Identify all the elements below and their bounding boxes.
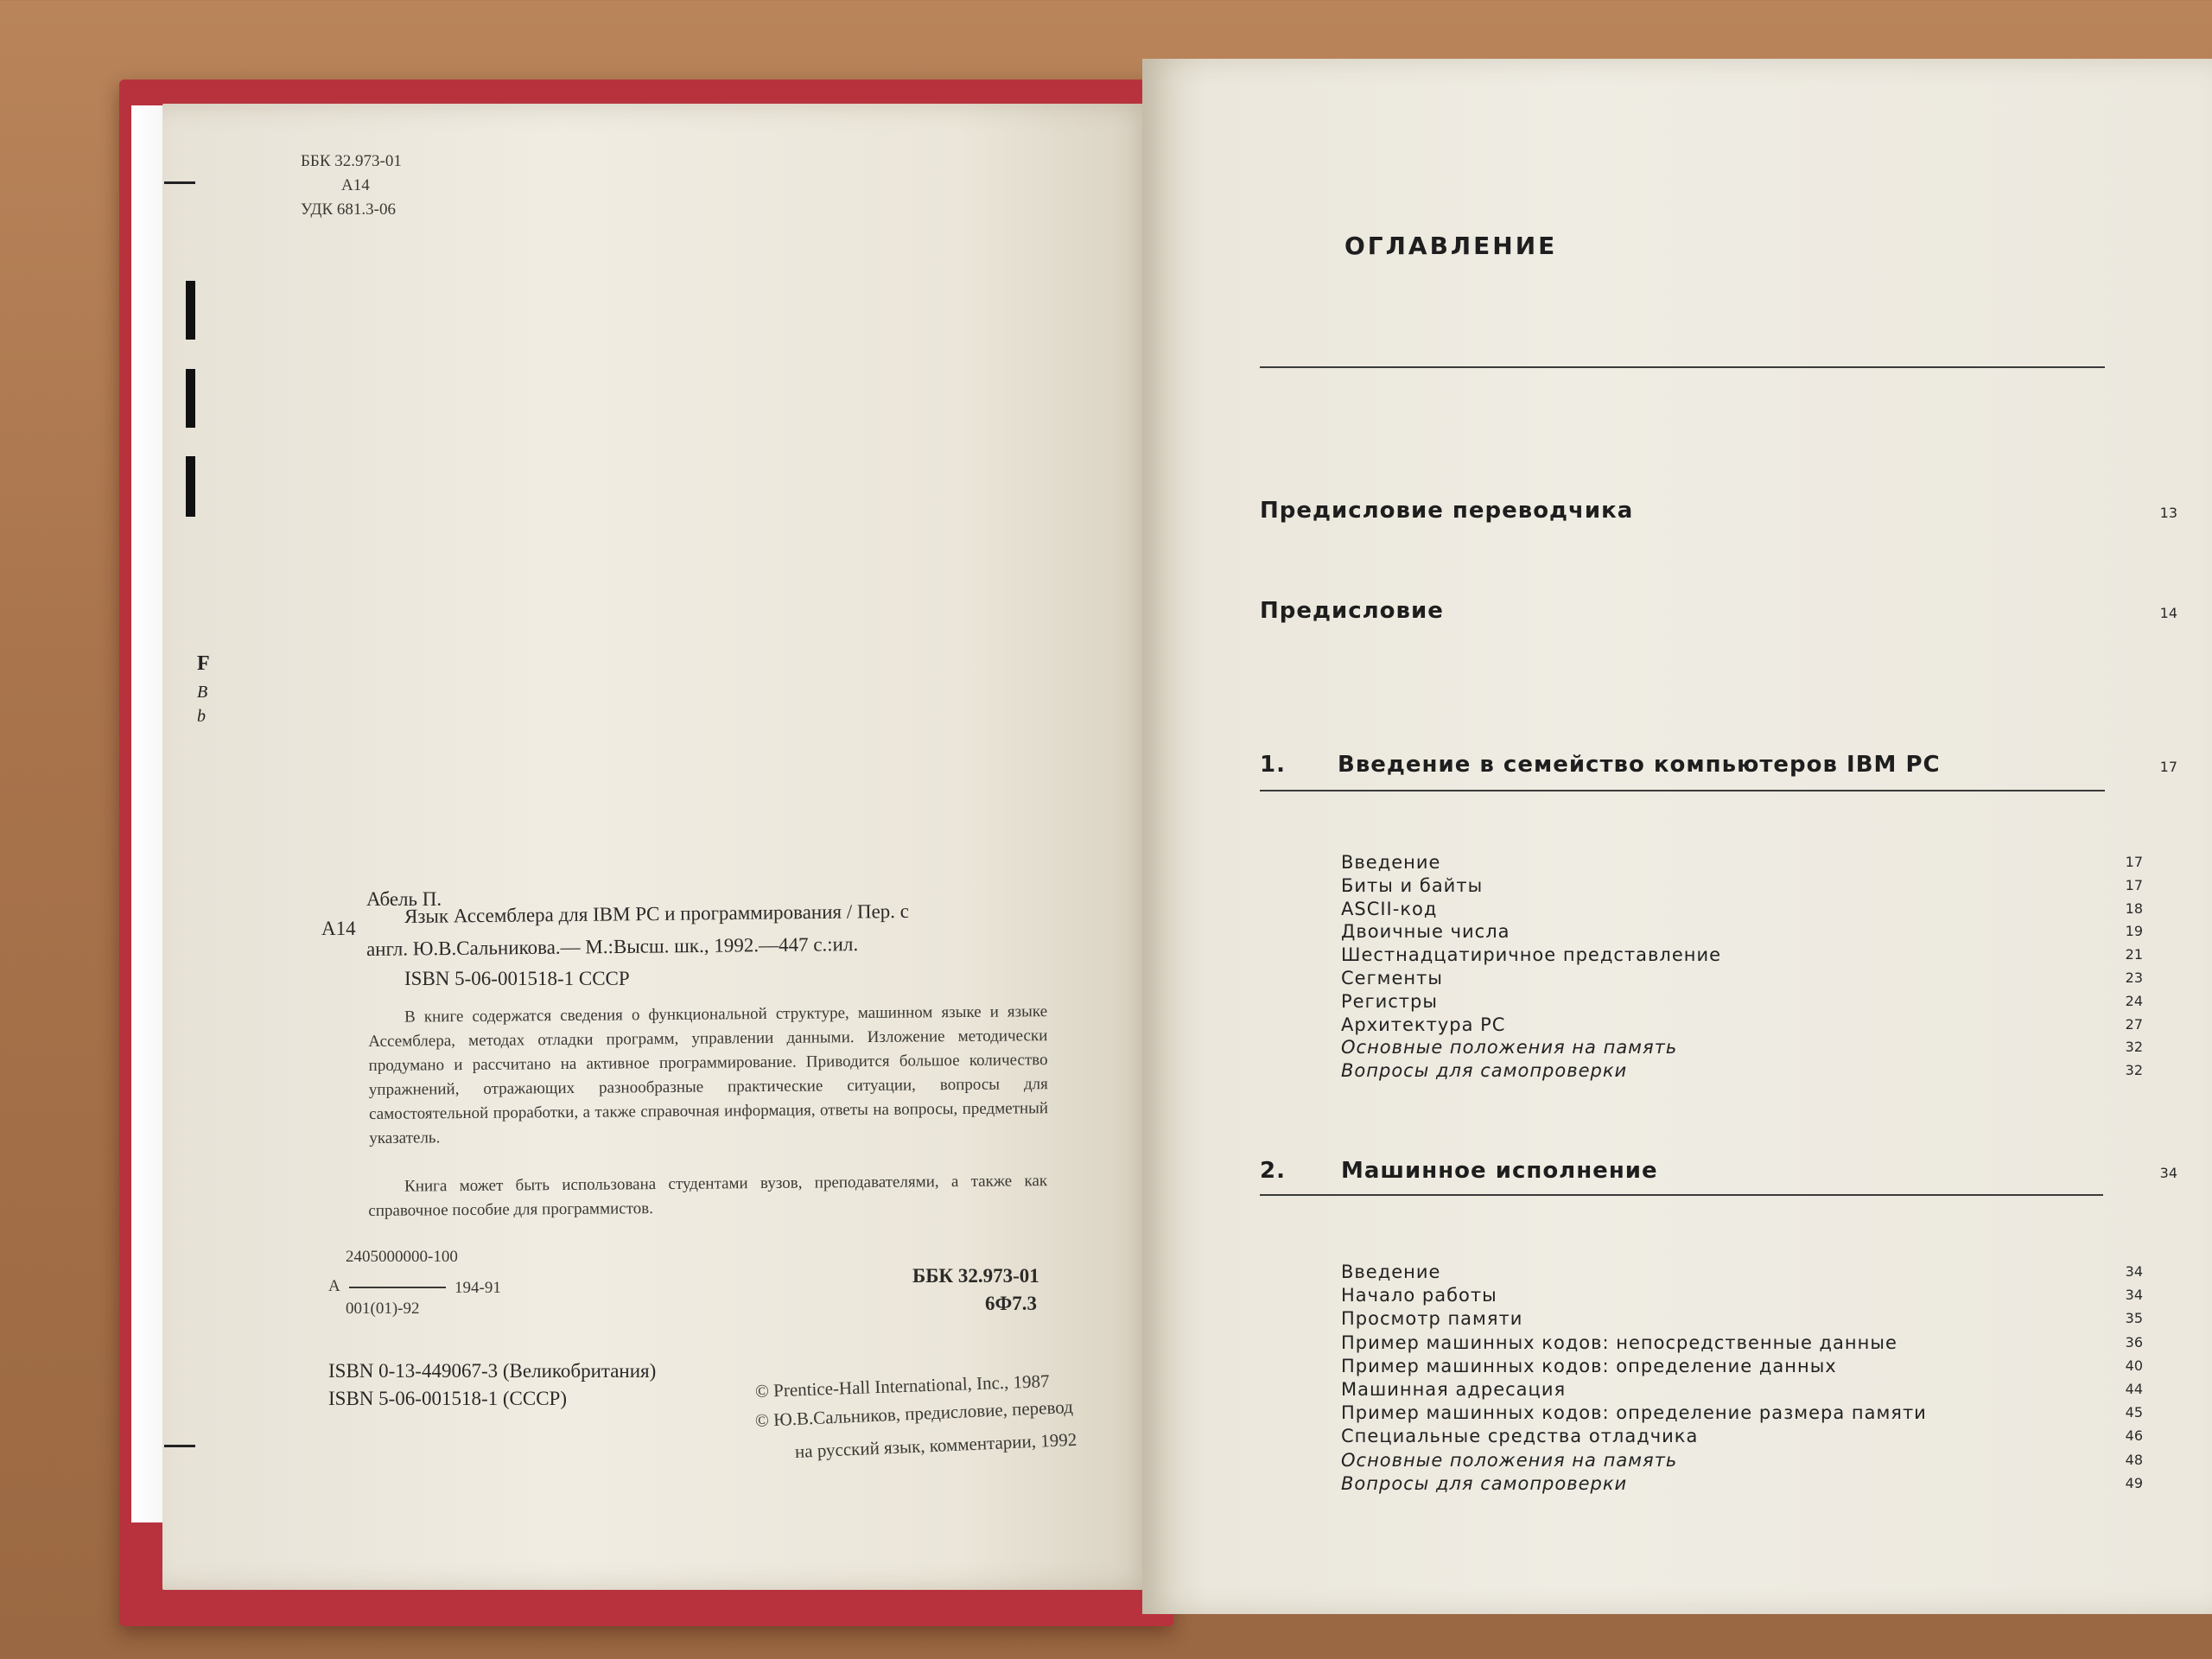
toc-subentry [1341,921,2212,944]
shelf-code-header: А14 [341,176,370,194]
toc-subentry [1341,1308,2212,1332]
toc-subentry-page: 18 [2125,899,2143,917]
toc-subentry-page: 48 [2125,1451,2143,1468]
toc-subentry-label: Просмотр памяти [1341,1308,1523,1330]
toc-subentry [1341,968,2212,991]
toc-subentry [1341,852,2212,875]
toc-subentry-label: Специальные средства отладчика [1341,1426,1699,1447]
toc-subentry [1341,1285,2212,1308]
catalog-fraction-bottom: 001(01)-92 [346,1300,420,1318]
catalog-fraction-number: 194-91 [454,1279,501,1297]
toc-subentry-page: 36 [2125,1333,2143,1351]
author: Абель П. [366,888,442,910]
toc-subentry [1341,944,2212,968]
toc-subentry-page: 23 [2125,969,2143,986]
toc-subentry-label: Биты и байты [1341,874,1484,896]
bbk-footer-code: 6Ф7.3 [985,1293,1038,1314]
citation-line: Язык Ассемблера для IBM PC и программирования / Пер. с [404,899,910,927]
toc-subentry-label: Введение [1341,1262,1441,1282]
chapter-number: 1. [1260,752,1286,778]
toc-entry-translator-preface: Предисловие переводчика [1260,498,1634,524]
copyright-line: © Prentice-Hall International, Inc., 1987 [754,1370,1050,1402]
toc-subentry-label: Архитектура PC [1341,1014,1506,1035]
toc-subentry [1341,1262,2212,1285]
bleed-letter: B [197,683,208,702]
chapter-page: 17 [2159,759,2177,775]
fraction-line [349,1287,446,1288]
annotation-paragraph: Книга может быть использована студентами вузов, преподавателями, а также как справочное пособие для программистов. [368,1172,1048,1220]
chapter-title: Машинное исполнение [1341,1158,1658,1184]
bbk-footer: ББК 32.973-01 [912,1265,1039,1287]
chapter-number: 2. [1260,1158,1286,1184]
toc-subentry-label: Основные положения на память [1341,1449,1678,1471]
toc-subentry-label: Начало работы [1341,1285,1497,1306]
registration-bar [186,456,195,517]
catalog-code: 2405000000-100 [346,1248,458,1266]
toc-subentry-label: Пример машинных кодов: определение размера памяти [1341,1402,1927,1424]
toc-subentry-label: Основные положения на память [1341,1037,1678,1058]
toc-subentry-label: Двоичные числа [1341,921,1510,943]
toc-subentry [1341,1450,2212,1473]
toc-subentry [1341,1014,2212,1038]
crop-mark [164,1445,195,1447]
toc-subentry-page: 32 [2125,1062,2143,1079]
isbn-uk: ISBN 0-13-449067-3 (Великобритания) [328,1360,657,1382]
catalog-fraction-letter: А [328,1277,340,1295]
chapter-title: Введение в семейство компьютеров IBM PC [1338,752,1941,778]
toc-subentry [1341,1060,2212,1084]
chapter-rule [1260,790,2105,791]
toc-subentry-page: 17 [2125,876,2143,893]
toc-subentry-page: 46 [2125,1427,2143,1445]
toc-subentry-label: Вопросы для самопроверки [1341,1060,1628,1082]
copyright-line: © Ю.В.Сальников, предисловие, перевод [754,1395,1074,1431]
toc-subentry [1341,875,2212,899]
toc-subentry [1341,1037,2212,1060]
shelf-code: А14 [321,918,356,939]
toc-subentry-page: 35 [2125,1310,2143,1327]
toc-subentry [1341,1426,2212,1449]
registration-bar [186,369,195,428]
toc-subentry [1341,1379,2212,1402]
toc-subentry-page: 44 [2125,1381,2143,1397]
toc-subentry-label: Регистры [1341,990,1438,1012]
toc-subentry [1341,1402,2212,1426]
toc-subentry-label: Вопросы для самопроверки [1341,1472,1628,1494]
toc-title-rule [1260,366,2105,368]
chapter-page: 34 [2159,1165,2177,1181]
toc-subentry-label: Введение [1341,852,1441,873]
bleed-letter: F [197,652,210,675]
toc-subentry-page: 21 [2125,946,2143,963]
toc-subentry-label: Шестнадцатиричное представление [1341,944,1722,966]
toc-subentry-label: Машинная адресация [1341,1379,1567,1400]
toc-subentry [1341,1356,2212,1379]
toc-subentry-label: Сегменты [1341,968,1443,988]
toc-subentry-label: Пример машинных кодов: непосредственные данные [1341,1332,1897,1353]
toc-title: ОГЛАВЛЕНИЕ [1344,232,1558,260]
toc-entry-page: 14 [2159,605,2177,621]
citation-line: англ. Ю.В.Сальникова.— М.:Высш. шк., 1992.—447 с.:ил. [365,933,859,960]
crop-mark [164,181,195,184]
toc-subentry-page: 34 [2125,1287,2143,1304]
registration-bar [186,281,195,340]
copyright-line: на русский язык, комментарии, 1992 [794,1428,1077,1462]
chapter-rule [1260,1194,2103,1196]
toc-entry-page: 13 [2159,505,2177,521]
toc-subentry-page: 45 [2125,1404,2143,1421]
isbn-ussr: ISBN 5-06-001518-1 (СССР) [328,1388,568,1409]
toc-subentry-page: 19 [2125,923,2143,940]
toc-subentry-label: Пример машинных кодов: определение данных [1341,1355,1837,1376]
bbk-code: ББК 32.973-01 [301,152,402,170]
toc-subentry-page: 24 [2125,992,2143,1009]
toc-subentry-page: 17 [2125,854,2143,870]
annotation-paragraph: В книге содержатся сведения о функциональной структуре, машинном языке и языке Ассемблера, методах отладки программ, управлении данными. Изложение методически продумано и рассчитано на активное программирование. Приводится большое количество упражнений, отражающих разнообразные практические ситуации, вопросы для самостоятельной проработки, а также справочная информация, ответы на вопросы, предметный указатель. [368,1002,1049,1147]
toc-subentry-page: 49 [2125,1474,2143,1491]
toc-entry-preface: Предисловие [1260,598,1444,624]
toc-subentry-page: 27 [2125,1015,2143,1033]
toc-subentry [1341,991,2212,1014]
toc-subentry-page: 34 [2125,1263,2143,1280]
toc-subentry [1341,899,2212,922]
toc-subentry [1341,1332,2212,1356]
udk-code: УДК 681.3-06 [301,200,396,219]
bleed-letter: b [197,707,206,726]
toc-subentry-label: ASCII-код [1341,898,1438,919]
toc-subentry-page: 40 [2125,1357,2143,1374]
toc-subentry [1341,1473,2212,1497]
citation-isbn: ISBN 5-06-001518-1 СССР [404,968,630,989]
left-page [162,104,1156,1590]
toc-subentry-page: 32 [2125,1039,2143,1056]
